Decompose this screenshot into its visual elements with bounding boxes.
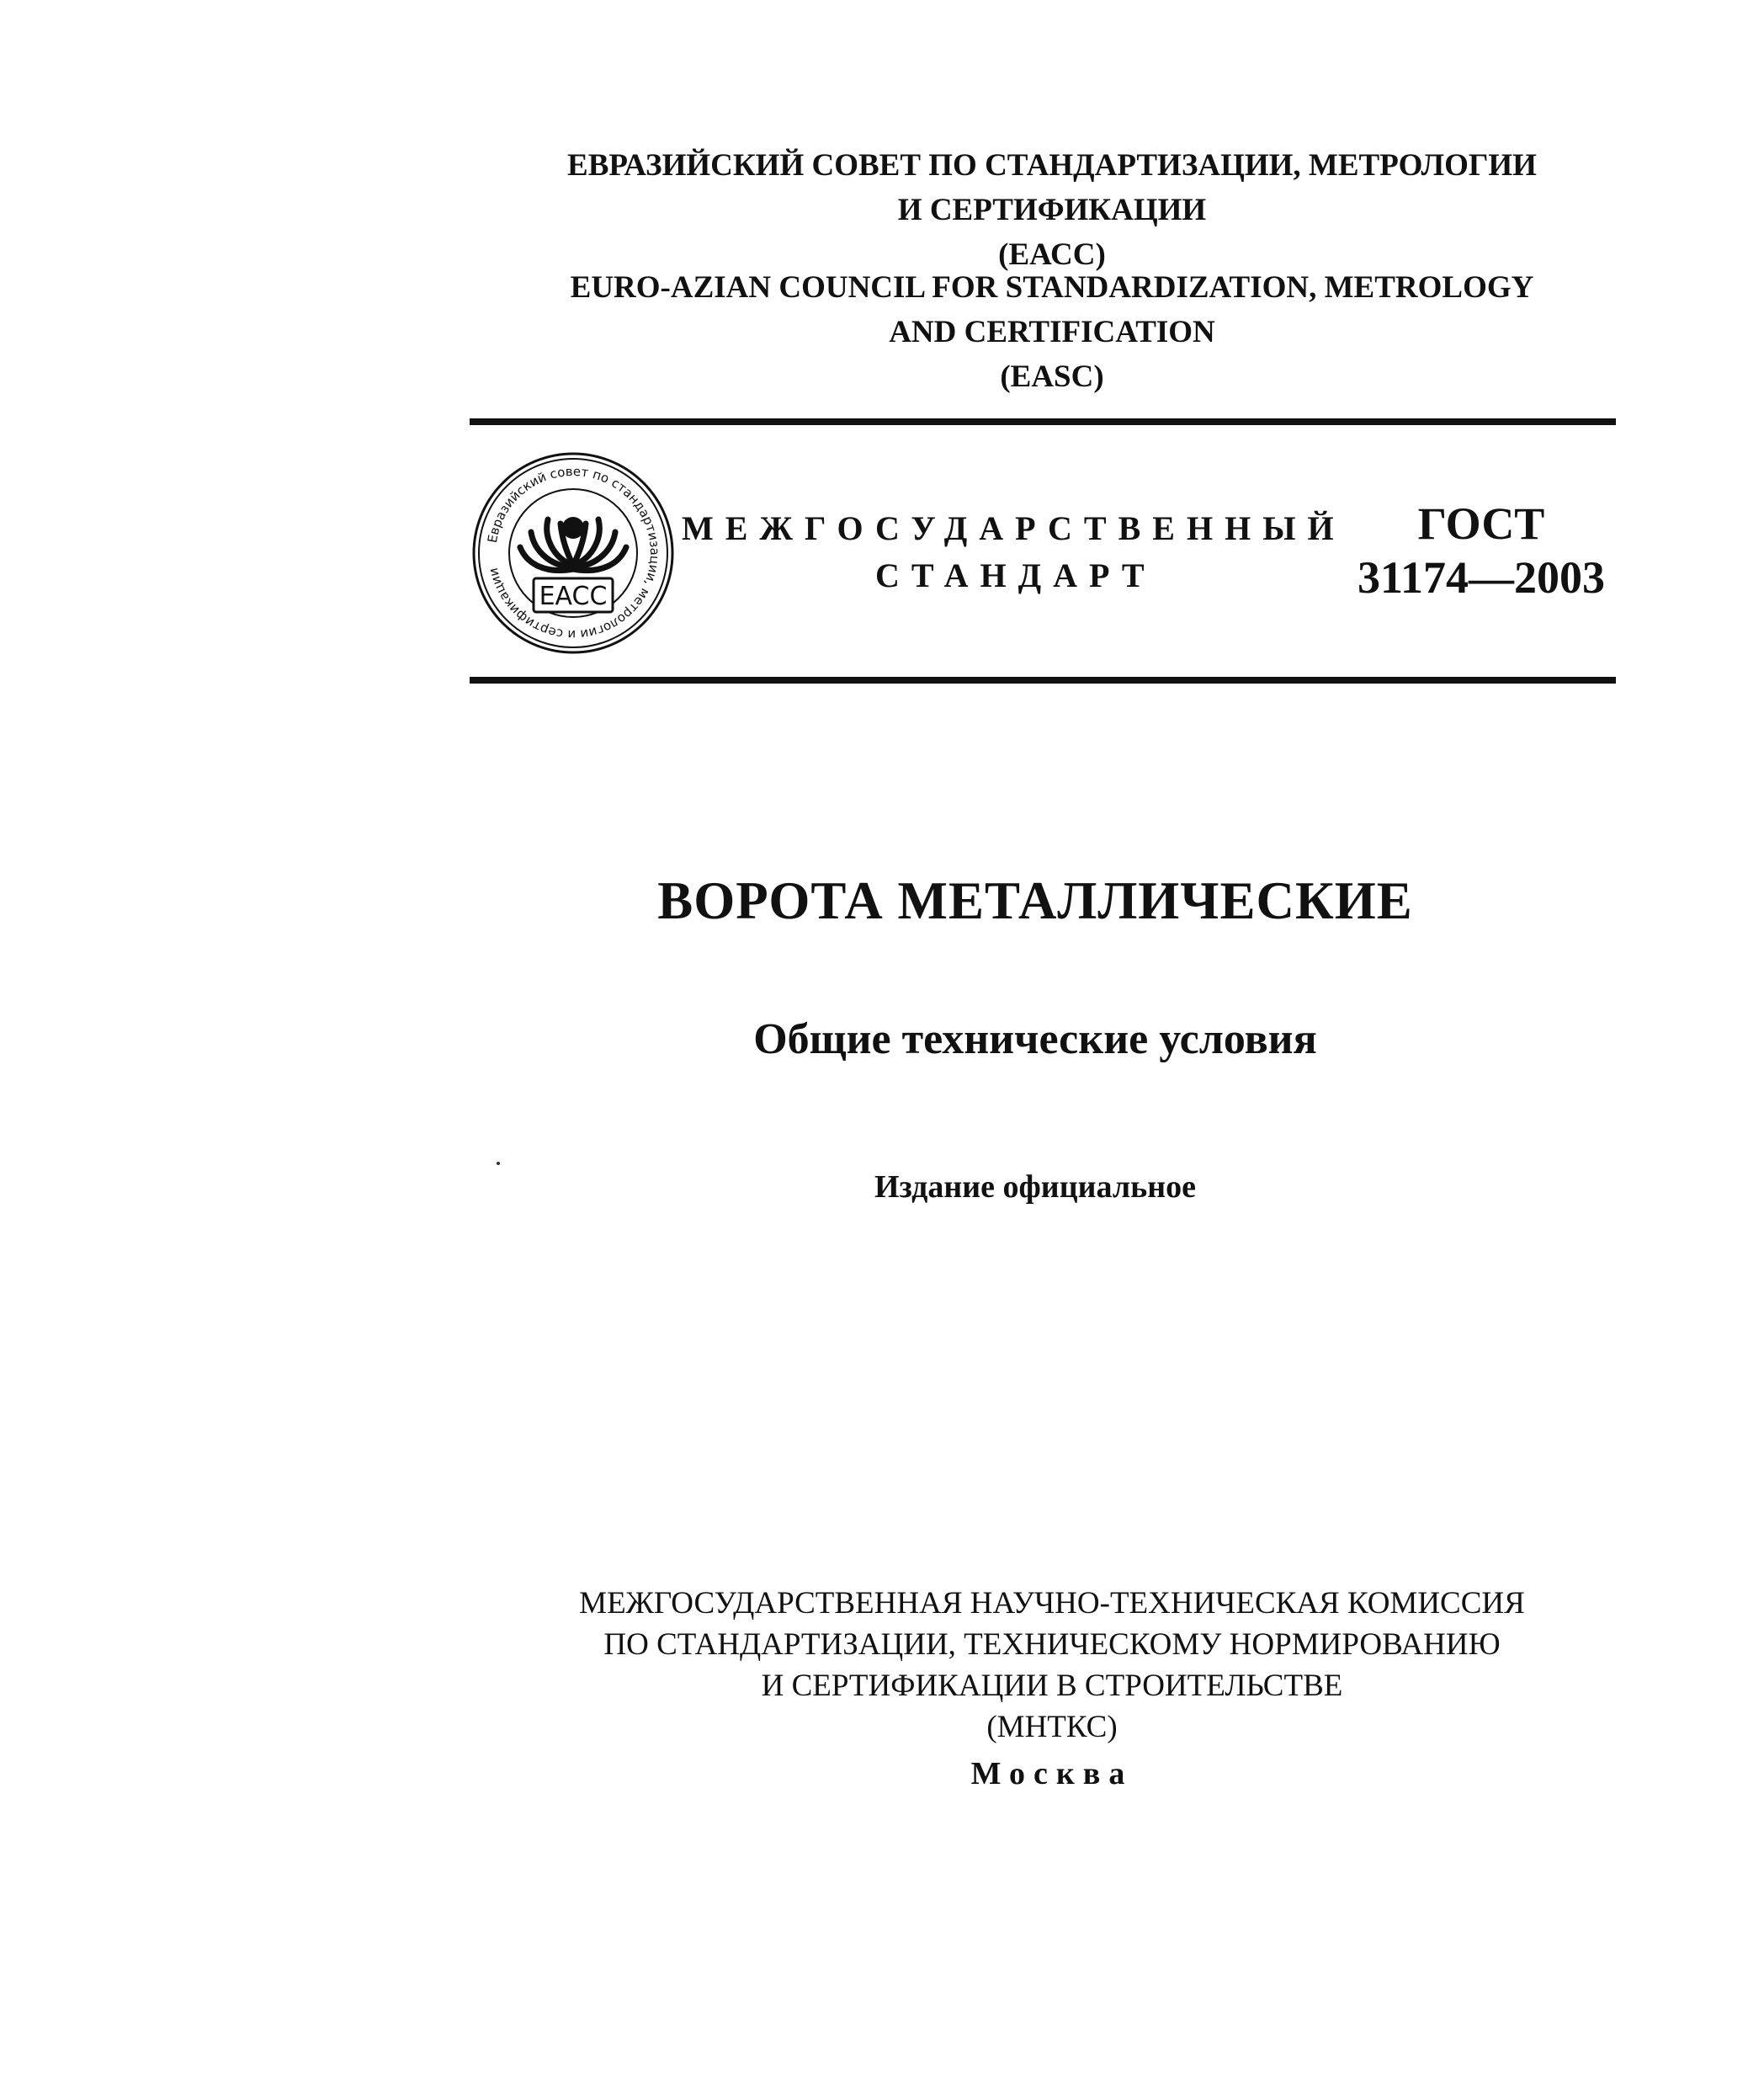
publisher-line-2: ПО СТАНДАРТИЗАЦИИ, ТЕХНИЧЕСКОМУ НОРМИРОВАНИЮ [603,1627,1501,1662]
standard-type-line-1: МЕЖГОСУДАРСТВЕННЫЙ [682,509,1346,547]
council-ru-abbr: (ЕАСС) [998,237,1106,272]
document-title: ВОРОТА МЕТАЛЛИЧЕСКИЕ [657,871,1413,930]
council-ru-line-2: И СЕРТИФИКАЦИИ [897,193,1207,227]
document-subtitle: Общие технические условия [753,1015,1317,1063]
council-name-ru [471,143,1633,277]
publication-city: Москва [970,1756,1134,1791]
council-name-en [471,265,1633,399]
edition-note: Издание официальное [874,1169,1196,1205]
standard-type [682,505,1347,599]
header-bottom-rule [470,677,1616,684]
council-en-line-1: EURO-AZIAN COUNCIL FOR STANDARDIZATION, METROLOGY [570,270,1534,305]
gost-label: ГОСТ [1417,498,1545,549]
gost-number: 31174—2003 [1357,552,1606,603]
standard-type-line-2: СТАНДАРТ [875,556,1156,594]
seal-center-text: EACC [539,582,608,611]
publisher-abbr: (МНТКС) [986,1710,1118,1744]
council-en-abbr: (EASC) [1000,359,1104,394]
svg-text:Евразийский совет по стандарти [485,464,662,642]
header-top-rule [470,418,1616,425]
stray-dot [497,1162,500,1165]
council-ru-line-1: ЕВРАЗИЙСКИЙ СОВЕТ ПО СТАНДАРТИЗАЦИИ, МЕТРОЛОГИИ [567,148,1537,183]
publisher-line-1: МЕЖГОСУДАРСТВЕННАЯ НАУЧНО-ТЕХНИЧЕСКАЯ КОМИССИЯ [579,1586,1525,1621]
publisher-name [471,1583,1633,1748]
gost-designation [1347,497,1616,604]
easc-seal-icon [468,448,678,658]
publisher-line-3: И СЕРТИФИКАЦИИ В СТРОИТЕЛЬСТВЕ [761,1669,1343,1703]
seal-ring-text: Евразийский совет по стандартизации, метрологии и сертификации [484,463,663,643]
council-en-line-2: AND CERTIFICATION [889,315,1215,349]
